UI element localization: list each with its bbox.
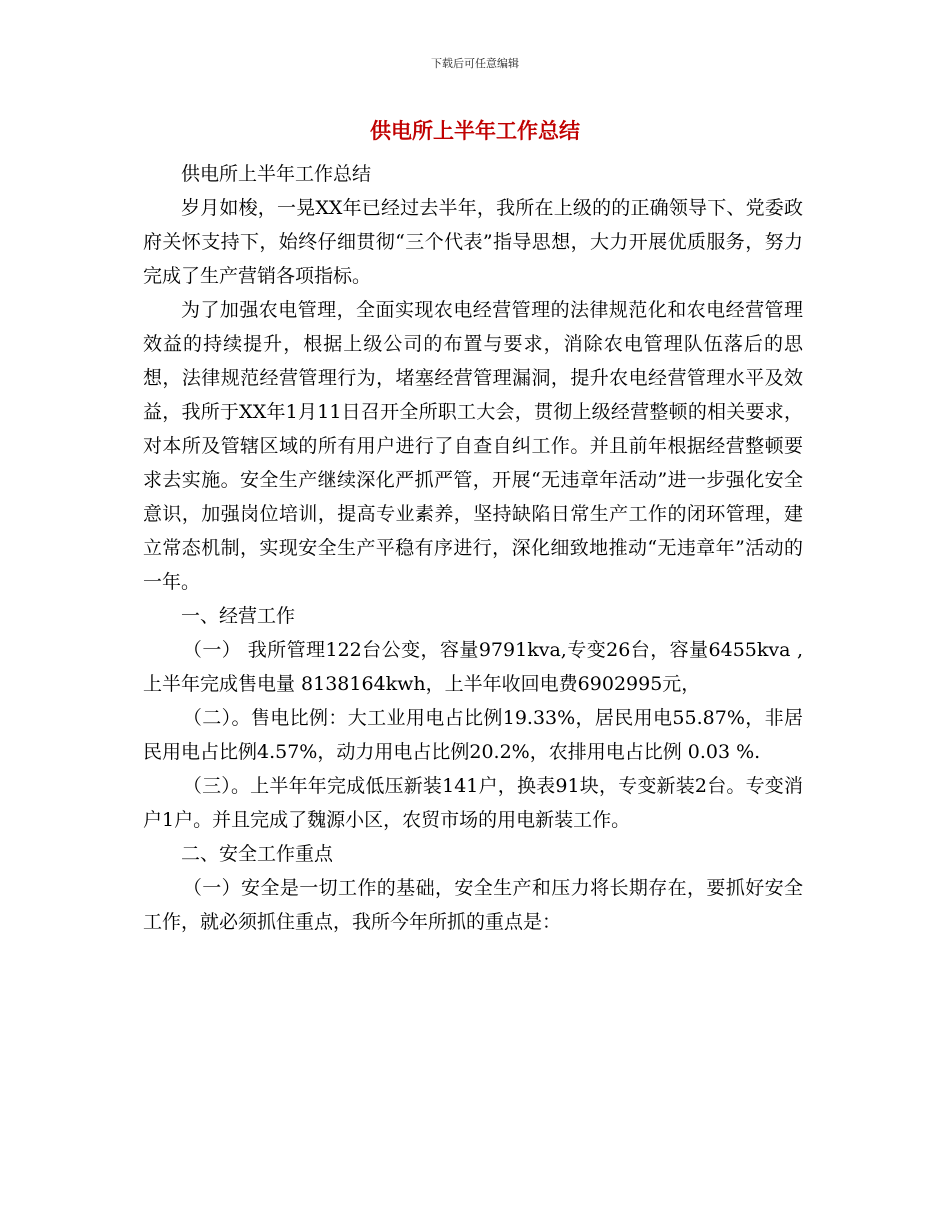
paragraph-business-1: （一） 我所管理122台公变，容量9791kva,专变26台，容量6455kva ,上半年完成售电量 8138164kwh，上半年收回电费6902995元， — [143, 639, 803, 695]
paragraph-safety-1: （一）安全是一切工作的基础，安全生产和压力将长期存在，要抓好安全工作，就必须抓住重点，我所今年所抓的重点是： — [143, 877, 803, 933]
paragraph-business-3: （三）。上半年年完成低压新装141户，换表91块，专变新装2台。专变消户1户。并且完成了魏源小区，农贸市场的用电新装工作。 — [143, 775, 803, 831]
paragraph-intro: 岁月如梭，一晃XX年已经过去半年，我所在上级的的正确领导下、党委政府关怀支持下，始终仔细贯彻“三个代表”指导思想，大力开展优质服务，努力完成了生产营销各项指标。 — [143, 197, 803, 287]
header-note: 下载后可任意编辑 — [431, 57, 519, 70]
document-title: 供电所上半年工作总结 — [370, 119, 580, 143]
paragraph-business-2: （二）。售电比例：大工业用电占比例19.33%，居民用电55.87%，非居民用电占比例4.57%，动力用电占比例20.2%，农排用电占比例 0.03 %. — [143, 707, 803, 763]
paragraph-management: 为了加强农电管理，全面实现农电经营管理的法律规范化和农电经营管理效益的持续提升，根据上级公司的布置与要求，消除农电管理队伍落后的思想，法律规范经营管理行为，堵塞经营管理漏洞，提升农电经营管理水平及效益，我所于XX年1月11日召开全所职工大会，贯彻上级经营整顿的相关要求，对本所及管辖区域的所有用户进行了自查自纠工作。并且前年根据经营整顿要求去实施。安全生产继续深化严抓严管，开展“无违章年活动”进一步强化安全意识，加强岗位培训，提高专业素养，坚持缺陷日常生产工作的闭环管理，建立常态机制，实现安全生产平稳有序进行，深化细致地推动“无违章年”活动的一年。 — [143, 299, 803, 593]
section-heading-safety: 二、安全工作重点 — [181, 843, 334, 865]
section-heading-business: 一、经营工作 — [181, 605, 296, 627]
document-body — [143, 157, 803, 939]
paragraph-subtitle: 供电所上半年工作总结 — [181, 163, 372, 185]
